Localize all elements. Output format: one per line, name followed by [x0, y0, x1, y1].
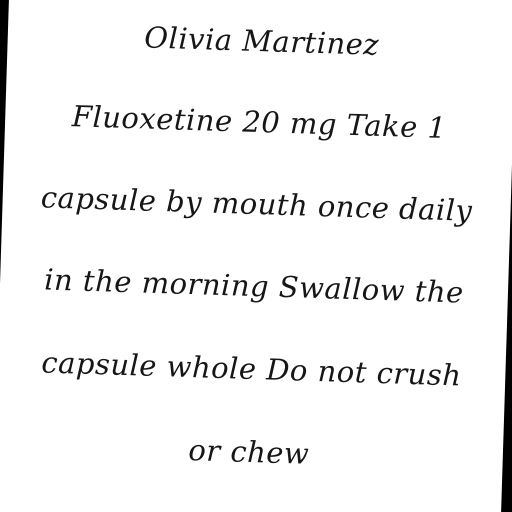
instruction-line-5: or chew — [187, 433, 310, 471]
instruction-line-4: capsule whole Do not crush — [40, 345, 462, 393]
instruction-line-3: in the morning Swallow the — [43, 262, 465, 310]
instruction-line-2: capsule by mouth once daily — [40, 180, 473, 228]
instruction-line-1: Fluoxetine 20 mg Take 1 — [71, 99, 448, 145]
patient-name: Olivia Martinez — [143, 20, 380, 62]
